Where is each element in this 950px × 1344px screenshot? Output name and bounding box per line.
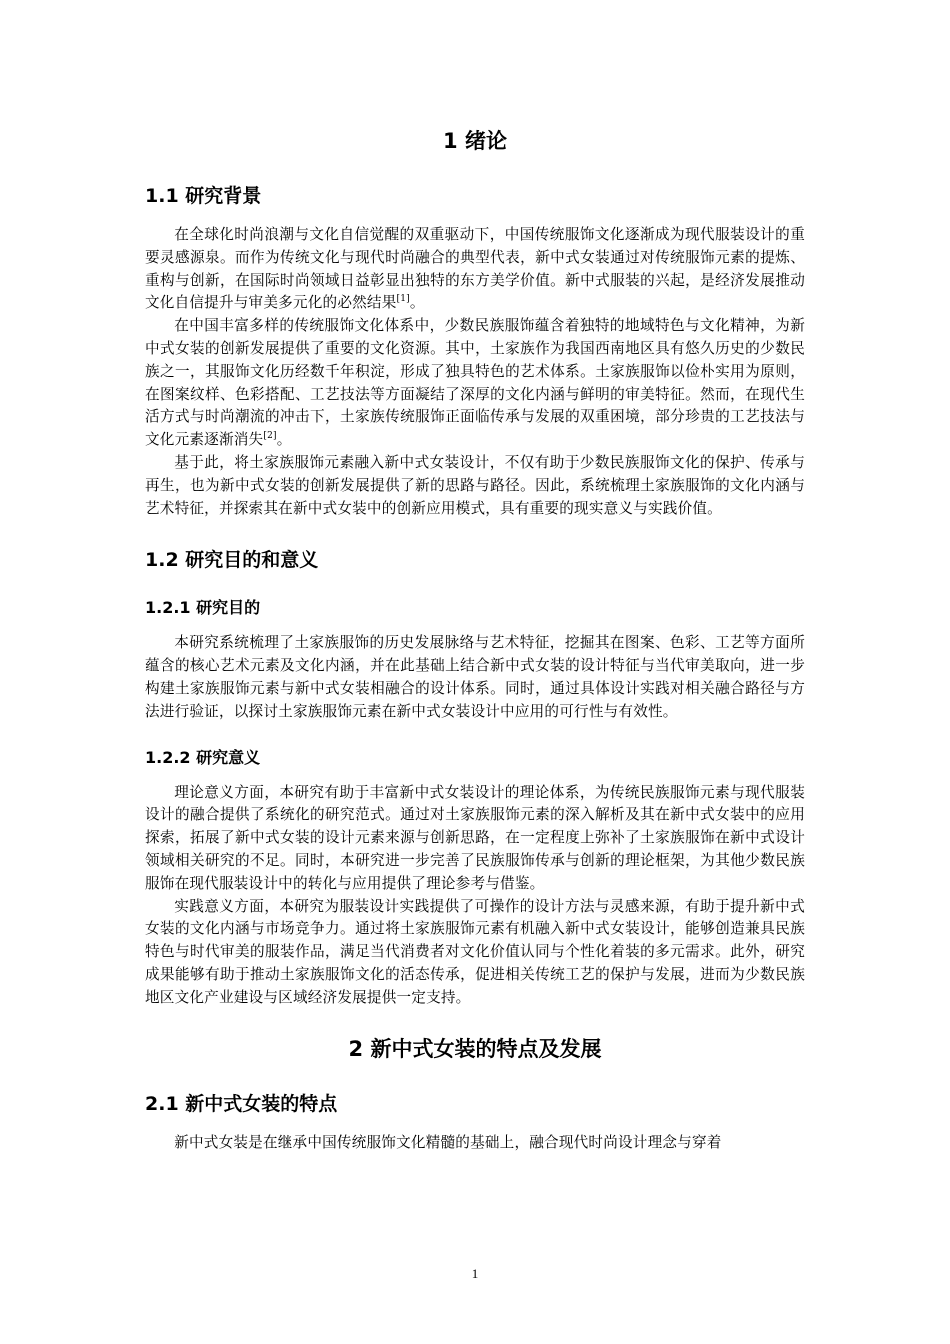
section-1-1-title: 1.1 研究背景 [145,185,262,207]
section-2-1-title: 2.1 新中式女装的特点 [145,1092,338,1115]
section-1-2-title: 1.2 研究目的和意义 [145,549,319,572]
citation-ref-2[interactable]: [2] [263,431,277,442]
citation-ref-1[interactable]: [1] [396,294,410,305]
paragraph-1-2-2-a: 理论意义方面，本研究有助于丰富新中式女装设计的理论体系，为传统民族服饰元素与现代服装设计的融合提供了系统化的研究范式。通过对土家族服饰元素的深入解析及其在新中式女装中的应用探索，拓展了新中式女装的设计元素来源与创新思路，在一定程度上弥补了土家族服饰在新中式设计领域相关研究的不足。同时，本研究进一步完善了民族服饰传承与创新的理论框架，为其他少数民族服饰在现代服装设计中的转化与应用提供了理论参考与借鉴。 [145,783,805,892]
chapter-1-title: 1 绪论 [443,129,507,153]
subsection-1-2-1-title: 1.2.1 研究目的 [145,598,261,618]
paragraph-1-2-2-b: 实践意义方面，本研究为服装设计实践提供了可操作的设计方法与灵感来源，有助于提升新中式女装的文化内涵与市场竞争力。通过将土家族服饰元素有机融入新中式女装设计，能够创造兼具民族特色与时代审美的服装作品，满足当代消费者对文化价值认同与个性化着装的多元需求。此外，研究成果能够有助于推动土家族服饰文化的活态传承，促进相关传统工艺的保护与发展，进而为少数民族地区文化产业建设与区域经济发展提供一定支持。 [145,897,805,1006]
paragraph-1-1-b: 在中国丰富多样的传统服饰文化体系中，少数民族服饰蕴含着独特的地域特色与文化精神，为新中式女装的创新发展提供了重要的文化资源。其中，土家族作为我国西南地区具有悠久历史的少数民族之一，其服饰文化历经数千年积淀，形成了独具特色的艺术体系。土家族服饰以俭朴实用为原则，在图案纹样、色彩搭配、工艺技法等方面凝结了深厚的文化内涵与鲜明的审美特征。然而，在现代生活方式与时尚潮流的冲击下，土家族传统服饰正面临传承与发展的双重困境，部分珍贵的工艺技法与文化元素逐渐消失[2]。 [145,317,805,449]
subsection-1-2-2-title: 1.2.2 研究意义 [145,747,261,767]
paragraph-1-1-c: 基于此，将土家族服饰元素融入新中式女装设计，不仅有助于少数民族服饰文化的保护、传承与再生，也为新中式女装的创新发展提供了新的思路与路径。因此，系统梳理土家族服饰的文化内涵与艺术特征，并探索其在新中式女装中的创新应用模式，具有重要的现实意义与实践价值。 [145,453,805,517]
paragraph-1-1-a: 在全球化时尚浪潮与文化自信觉醒的双重驱动下，中国传统服饰文化逐渐成为现代服装设计的重要灵感源泉。而作为传统文化与现代时尚融合的典型代表，新中式女装通过对传统服饰元素的提炼、重构与创新，在国际时尚领域日益彰显出独特的东方美学价值。新中式服装的兴起，是经济发展推动文化自信提升与审美多元化的必然结果[1]。 [145,226,805,312]
chapter-2-title: 2 新中式女装的特点及发展 [348,1036,602,1061]
page-content [145,126,805,1154]
paragraph-2-1-a: 新中式女装是在继承中国传统服饰文化精髓的基础上，融合现代时尚设计理念与穿着 [174,1133,722,1151]
page-number: 1 [471,1266,479,1281]
paragraph-1-2-1: 本研究系统梳理了土家族服饰的历史发展脉络与艺术特征，挖掘其在图案、色彩、工艺等方面所蕴含的核心艺术元素及文化内涵，并在此基础上结合新中式女装的设计特征与当代审美取向，进一步构建土家族服饰元素与新中式女装相融合的设计体系。同时，通过具体设计实践对相关融合路径与方法进行验证，以探讨土家族服饰元素在新中式女装设计中应用的可行性与有效性。 [145,634,805,720]
